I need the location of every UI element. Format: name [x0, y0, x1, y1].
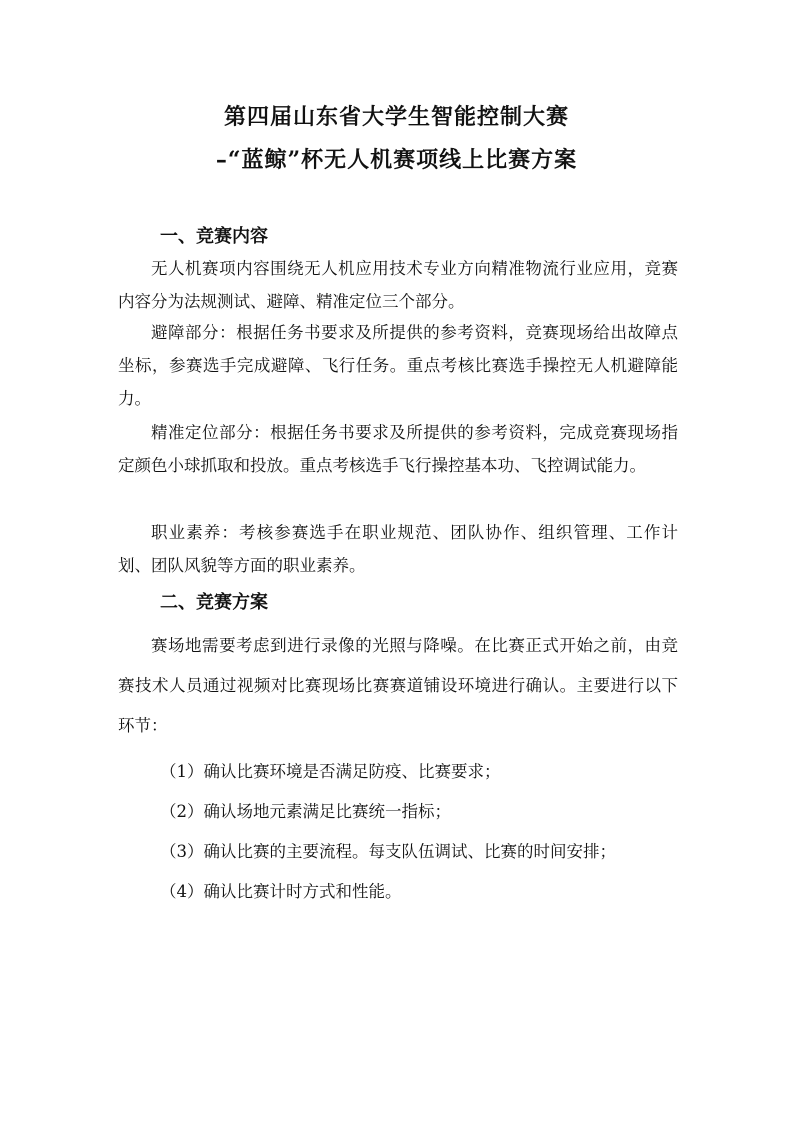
list-item: （1）确认比赛环境是否满足防疫、比赛要求； — [160, 762, 501, 781]
list-item: （3）确认比赛的主要流程。每支队伍调试、比赛的时间安排； — [160, 842, 616, 861]
section1-paragraph-intro: 无人机赛项内容围绕无人机应用技术专业方向精准物流行业应用，竞赛内容分为法规测试、避障、精准定位三个部分。 — [118, 259, 678, 311]
section2-heading: 二、竞赛方案 — [160, 592, 268, 613]
section1-paragraph-obstacle: 避障部分：根据任务书要求及所提供的参考资料，竞赛现场给出故障点坐标，参赛选手完成避障、飞行任务。重点考核比赛选手操控无人机避障能力。 — [118, 323, 678, 408]
document-title-line1: 第四届山东省大学生智能控制大赛 — [223, 104, 569, 130]
list-item: （4）确认比赛计时方式和性能。 — [160, 882, 402, 901]
document-title-line2: –“蓝鲸”杯无人机赛项线上比赛方案 — [215, 147, 578, 173]
list-item: （2）确认场地元素满足比赛统一指标； — [160, 802, 451, 821]
section2-paragraph-intro: 赛场地需要考虑到进行录像的光照与降噪。在比赛正式开始之前，由竞赛技术人员通过视频对比赛现场比赛赛道铺设环境进行确认。主要进行以下环节： — [118, 636, 678, 735]
section1-paragraph-positioning: 精准定位部分：根据任务书要求及所提供的参考资料，完成竞赛现场指定颜色小球抓取和投放。重点考核选手飞行操控基本功、飞控调试能力。 — [118, 423, 678, 475]
section1-paragraph-professionalism: 职业素养：考核参赛选手在职业规范、团队协作、组织管理、工作计划、团队风貌等方面的职业素养。 — [118, 523, 678, 575]
section1-heading: 一、竞赛内容 — [160, 226, 268, 247]
